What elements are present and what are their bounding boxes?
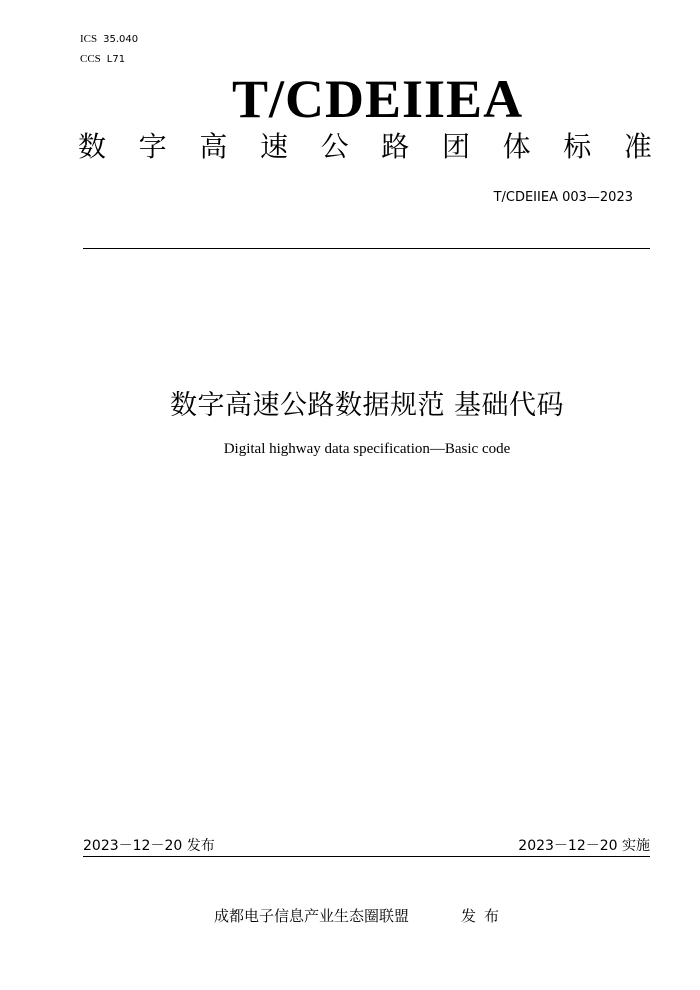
ics-value: 35.040 [103,34,139,45]
standard-type-char: 标 [563,130,592,163]
standard-type-char: 团 [441,130,470,163]
implementation-date: 2023－12－20 实施 [518,838,650,854]
divider-top [83,248,650,249]
divider-bottom [83,856,650,857]
publish-label: 发布 [461,907,508,925]
standard-type-char: 体 [502,130,531,163]
document-title-english: Digital highway data specification—Basic code [223,441,511,457]
ics-code [80,33,138,45]
standard-type-char: 速 [259,130,288,163]
ccs-code [80,53,125,65]
standard-type-char: 路 [381,130,410,163]
ics-label: ICS [80,33,98,45]
ccs-label: CCS [80,53,101,65]
org-logo-text: T/CDEIIEA [232,69,524,129]
standard-type-char: 字 [138,130,167,163]
standard-type-char: 公 [320,130,349,163]
standard-type-char: 高 [199,130,228,163]
ccs-value: L71 [106,54,126,65]
publisher-name: 成都电子信息产业生态圈联盟 [214,907,410,925]
standard-number: T/CDEIIEA 003—2023 [493,190,633,205]
standard-type-char: 准 [623,130,652,163]
issue-date: 2023－12－20 发布 [83,838,215,854]
standard-type-heading [78,130,652,163]
document-title-chinese: 数字高速公路数据规范 基础代码 [169,390,565,421]
standard-type-char: 数 [78,130,107,163]
